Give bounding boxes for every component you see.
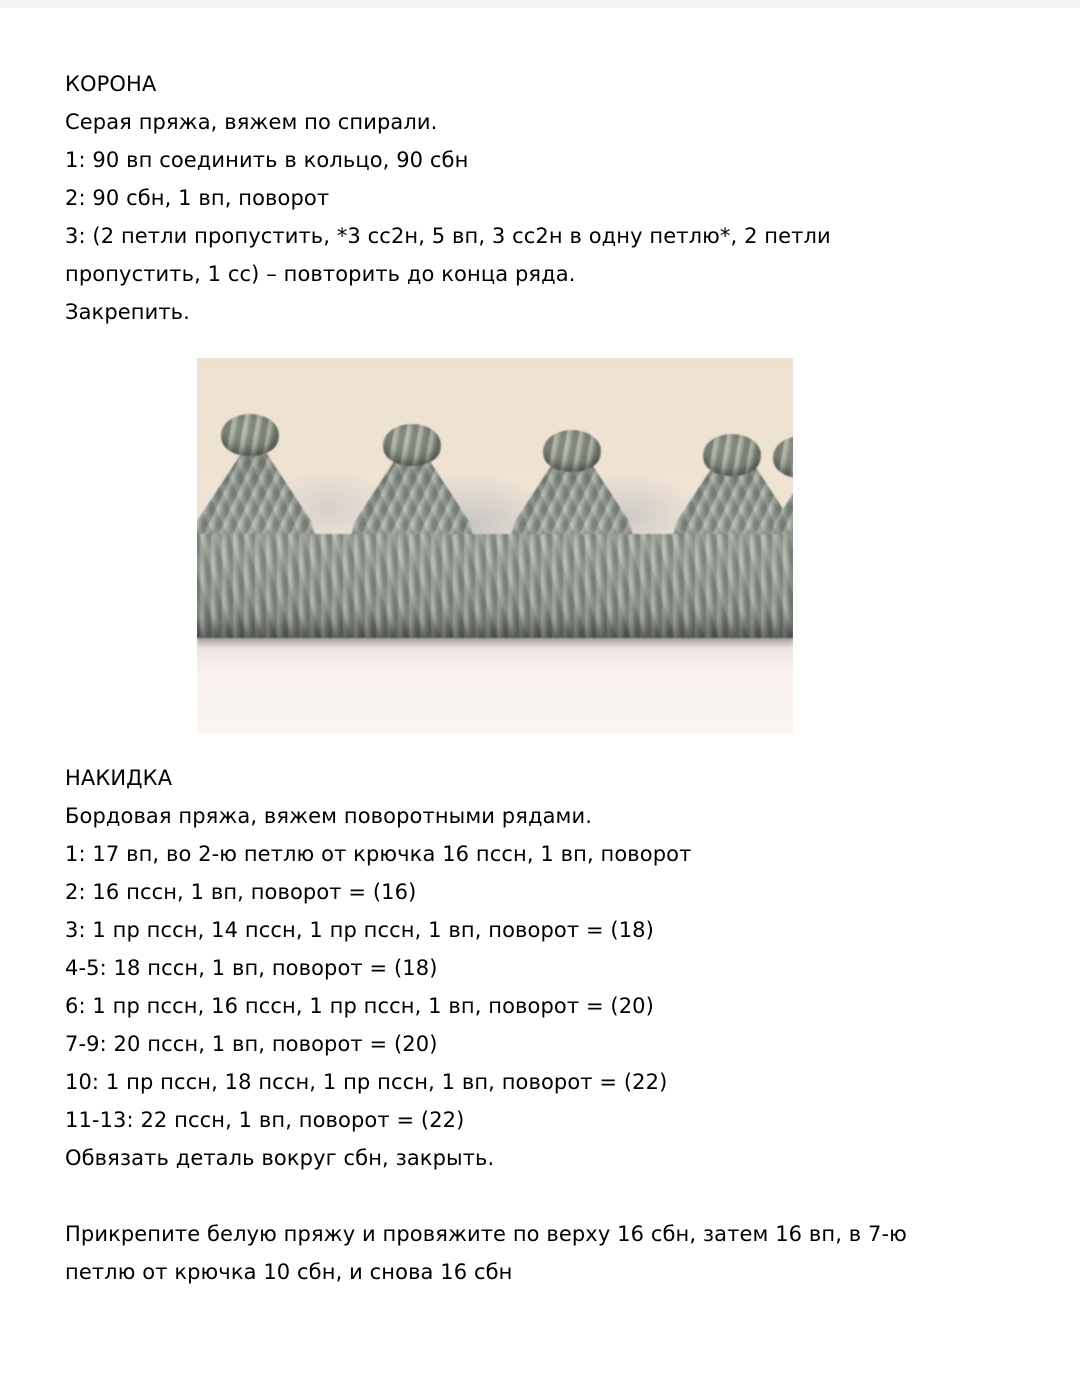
nakidka-line-8: 10: 1 пр пссн, 18 пссн, 1 пр пссн, 1 вп, поворот = (22) [65,1070,668,1094]
crown-photo [197,358,793,734]
paragraph-gap [65,1177,945,1215]
nakidka-line-1: Бордовая пряжа, вяжем поворотными рядами. [65,804,593,828]
korona-line-2: 1: 90 вп соединить в кольцо, 90 сбн [65,148,469,172]
section-final-note [65,1215,945,1291]
nakidka-line-2: 1: 17 вп, во 2-ю петлю от крючка 16 пссн, 1 вп, поворот [65,842,692,866]
crown-peak-knot [221,414,279,456]
section-nakidka [65,759,945,1177]
nakidka-line-10: Обвязать деталь вокруг сбн, закрыть. [65,1146,495,1170]
final-note-line-1: Прикрепите белую пряжу и провяжите по верху 16 сбн, затем 16 вп, в 7-ю петлю от крючка 10 сбн, и снова 16 сбн [65,1222,914,1284]
document-page [0,8,1080,1392]
korona-line-3: 2: 90 сбн, 1 вп, поворот [65,186,330,210]
korona-line-1: Серая пряжа, вяжем по спирали. [65,110,438,134]
section-heading-nakidka: НАКИДКА [65,766,173,790]
section-korona [65,65,945,331]
nakidka-line-5: 4-5: 18 пссн, 1 вп, поворот = (18) [65,956,438,980]
nakidka-line-9: 11-13: 22 пссн, 1 вп, поворот = (22) [65,1108,465,1132]
nakidka-line-6: 6: 1 пр пссн, 16 пссн, 1 пр пссн, 1 вп, поворот = (20) [65,994,654,1018]
crown-photo-surface [197,646,793,734]
nakidka-line-4: 3: 1 пр пссн, 14 пссн, 1 пр пссн, 1 вп, поворот = (18) [65,918,654,942]
top-gray-band [0,0,1080,8]
nakidka-line-7: 7-9: 20 пссн, 1 вп, поворот = (20) [65,1032,438,1056]
crown-peak-knot [543,430,601,472]
korona-line-4: 3: (2 петли пропустить, *3 сс2н, 5 вп, 3 сс2н в одну петлю*, 2 петли пропустить, 1 сс) – повторить до конца ряда. [65,224,838,286]
crown-photo-backdrop [197,358,793,734]
crown-peak-knot [703,434,761,476]
crown-peak-knot [773,436,793,478]
korona-line-5: Закрепить. [65,300,190,324]
crown-peak-knot [383,424,441,466]
crown-base-band [197,534,793,638]
nakidka-line-3: 2: 16 пссн, 1 вп, поворот = (16) [65,880,417,904]
section-heading-korona: КОРОНА [65,72,157,96]
